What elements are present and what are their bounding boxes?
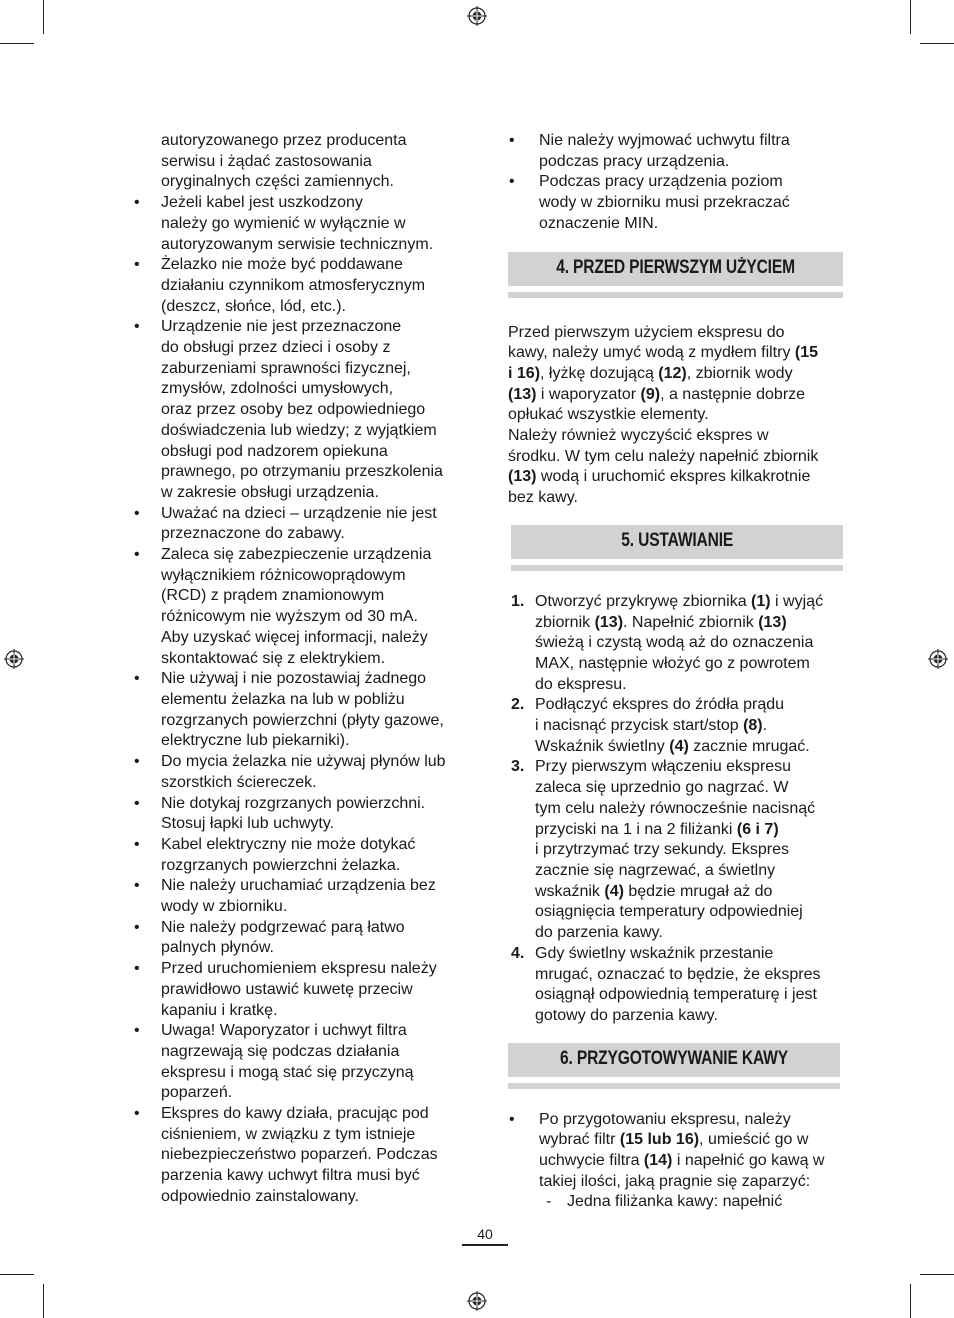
text-line (535, 985, 843, 1006)
text-line: działaniu czynnikom atmosferycznym (161, 276, 426, 294)
registration-mark-icon (467, 1291, 487, 1311)
numbered-step (508, 944, 843, 1027)
text-segment: mrugać, oznaczać to będzie, że ekspres (535, 965, 821, 983)
bold-reference: (1) (751, 592, 771, 610)
section-heading-4 (508, 252, 843, 298)
crop-mark (920, 43, 954, 44)
text-line: • Uwaga! Waporyzator i uchwyt filtra (161, 1022, 407, 1040)
text-segment: . (762, 717, 768, 735)
text-line (535, 882, 843, 903)
text-segment: tym celu należy równocześnie nacisnąć (535, 799, 816, 817)
text-line (508, 343, 843, 364)
text-segment: , umieścić go w (699, 1131, 809, 1149)
bold-reference: (13) (508, 385, 537, 403)
text-line (508, 488, 843, 509)
text-segment: do ekspresu. (535, 675, 627, 693)
text-segment: Podłączyć ekspres do źródła prądu (535, 696, 785, 714)
text-line: rozgrzanych powierzchni żelazka. (161, 856, 401, 874)
step-number: 4. (511, 944, 525, 962)
text-line: wyłącznikiem różnicowoprądowym (161, 566, 406, 584)
text-line: należy go wymienić w wyłącznie w (161, 214, 406, 232)
text-segment: uchwycie filtra (539, 1152, 644, 1170)
text-line: • Uważać na dzieci – urządzenie nie jest (161, 504, 437, 522)
right-column (508, 131, 843, 1213)
list-item (133, 669, 473, 752)
text-line: w zakresie obsługi urządzenia. (161, 483, 379, 501)
list-item (133, 504, 473, 545)
text-line (508, 323, 843, 344)
text-line (535, 778, 843, 799)
text-line: do obsługi przez dzieci i osoby z (161, 339, 391, 357)
list-item (133, 876, 473, 917)
section-title: 4. PRZED PIERWSZYM UŻYCIEM (556, 257, 795, 279)
numbered-step (508, 757, 843, 943)
text-line (508, 364, 843, 385)
bold-reference: (12) (658, 364, 687, 382)
text-line (535, 965, 843, 986)
safety-bullet-list (133, 193, 473, 1207)
text-segment: zbiornik (535, 613, 595, 631)
bold-reference: (15 lub 16) (619, 1131, 700, 1149)
text-segment: , a następnie dobrze (660, 385, 806, 403)
page-number-rule (462, 1244, 508, 1246)
text-segment: gotowy do parzenia kawy. (535, 1006, 718, 1024)
text-line: • Nie dotykaj rozgrzanych powierzchni. (161, 794, 426, 812)
text-line: wody w zbiorniku musi przekraczać (539, 194, 790, 212)
text-segment: MAX, następnie włożyć go z powrotem (535, 654, 810, 672)
text-line: oznaczenie MIN. (539, 214, 659, 232)
text-segment: świeżą i czystą wodą aż do oznaczenia (535, 634, 814, 652)
numbered-step (508, 695, 843, 757)
text-line: zmysłów, zdolności umysłowych, (161, 380, 394, 398)
crop-mark (910, 0, 911, 34)
text-line (535, 820, 843, 841)
text-segment: Otworzyć przykrywę zbiornika (535, 592, 752, 610)
text-segment: wskaźnik (535, 882, 605, 900)
crop-mark (920, 1274, 954, 1275)
text-line (535, 944, 843, 965)
text-segment: i waporyzator (536, 385, 641, 403)
text-line (535, 840, 843, 861)
text-segment: Przed pierwszym użyciem ekspresu do (508, 323, 785, 341)
text-line: poparzeń. (161, 1084, 233, 1102)
text-line (535, 757, 843, 778)
text-line (535, 923, 843, 944)
text-segment: do parzenia kawy. (535, 924, 663, 942)
registration-mark-icon (4, 649, 24, 669)
text-line: kapaniu i kratkę. (161, 1001, 278, 1019)
bold-reference: i 16) (508, 364, 541, 382)
list-item (133, 835, 473, 876)
text-line: • Żelazko nie może być poddawane (161, 256, 403, 274)
text-segment: , łyżkę dozującą (540, 364, 659, 382)
text-line: (deszcz, słońce, lód, etc.). (161, 297, 346, 315)
text-segment: bez kawy. (508, 489, 578, 507)
text-line: elektryczne lub piekarniki). (161, 732, 350, 750)
list-item (133, 193, 473, 255)
text-line: parzenia kawy uchwyt filtra musi być (161, 1167, 420, 1185)
text-line: autoryzowanego przez producenta (161, 132, 407, 149)
step-number: 2. (511, 696, 525, 714)
top-bullet-list (508, 131, 843, 235)
text-line (508, 405, 843, 426)
crop-mark (0, 1274, 34, 1275)
list-item (133, 1104, 473, 1208)
text-line: palnych płynów. (161, 939, 274, 957)
text-segment: osiągnięcia temperatury odpowiedniej (535, 903, 803, 921)
text-segment: kawy, należy umyć wodą z mydłem filtry (508, 344, 795, 362)
text-line (508, 426, 843, 447)
registration-mark-icon (928, 649, 948, 669)
text-segment: Wskaźnik świetlny (535, 737, 670, 755)
text-line: różnicowym nie wyższym od 30 mA. (161, 608, 418, 626)
text-segment: osiągnął odpowiednią temperaturę i jest (535, 986, 817, 1004)
list-item (133, 1021, 473, 1104)
text-line (508, 385, 843, 406)
text-line: • Podczas pracy urządzenia poziom (539, 173, 783, 191)
bold-reference: (4) (604, 882, 624, 900)
sub-item (508, 1192, 843, 1213)
text-line: przeznaczone do zabawy. (161, 525, 345, 543)
text-line: • Kabel elektryczny nie może dotykać (161, 835, 416, 853)
text-line (539, 1172, 843, 1193)
text-segment: zacznie mrugać. (688, 737, 810, 755)
text-line: • Nie używaj i nie pozostawiaj żadnego (161, 670, 427, 688)
text-segment: Po przygotowaniu ekspresu, należy (539, 1110, 791, 1128)
section-title: 6. PRZYGOTOWYWANIE KAWY (560, 1048, 788, 1070)
list-item (133, 317, 473, 503)
text-line (539, 1110, 843, 1131)
text-line (535, 902, 843, 923)
step-number: 3. (511, 758, 525, 776)
section4-paragraph (508, 323, 843, 509)
sub-item-text: Jedna filiżanka kawy: napełnić (567, 1193, 783, 1211)
text-segment: Należy również wyczyścić ekspres w (508, 427, 769, 445)
bold-reference: (13) (594, 613, 624, 631)
list-item (133, 545, 473, 669)
section-heading-6 (508, 1043, 840, 1089)
step-number: 1. (511, 592, 525, 610)
registration-mark-icon (467, 6, 487, 26)
text-line: elementu żelazka na lub w pobliżu (161, 690, 405, 708)
bold-reference: (9) (640, 385, 661, 403)
text-line (535, 613, 843, 634)
list-item (133, 255, 473, 317)
text-segment: i nacisnąć przycisk start/stop (535, 717, 744, 735)
bold-reference: (14) (643, 1152, 673, 1170)
text-line: • Nie należy uruchamiać urządzenia bez (161, 877, 436, 895)
text-line: • Ekspres do kawy działa, pracując pod (161, 1105, 429, 1123)
bold-reference: (15 (794, 344, 819, 362)
text-line: niebezpieczeństwo poparzeń. Podczas (161, 1146, 438, 1164)
text-line: prawidłowo ustawić kuwetę przeciw (161, 980, 413, 998)
text-line (535, 675, 843, 696)
text-line: obsługi pod nadzorem opiekuna (161, 442, 388, 460)
crop-mark (910, 1284, 911, 1318)
section-title: 5. USTAWIANIE (621, 530, 733, 552)
coffee-prep-bullet (508, 1110, 843, 1193)
text-line: zaburzeniami sprawności fizycznej, (161, 359, 411, 377)
text-line: serwisu i żądać zastosowania (161, 152, 372, 170)
crop-mark (43, 0, 44, 34)
crop-mark (43, 1284, 44, 1318)
continuation-text (133, 131, 473, 193)
bold-reference: (13) (508, 468, 537, 486)
text-segment: . Napełnić zbiornik (623, 613, 759, 631)
text-line: nagrzewają się podczas działania (161, 1042, 400, 1060)
numbered-step (508, 592, 843, 696)
bold-reference: (6 i 7) (736, 820, 779, 838)
text-segment: Gdy świetlny wskaźnik przestanie (535, 944, 774, 962)
text-line: • Urządzenie nie jest przeznaczone (161, 318, 402, 336)
text-line: rozgrzanych powierzchni (płyty gazowe, (161, 711, 444, 729)
section-heading-5 (511, 525, 843, 571)
text-line (535, 861, 843, 882)
list-item (133, 752, 473, 793)
text-line: ciśnieniem, w związku z tym istnieje (161, 1125, 416, 1143)
text-segment: i wyjąć (770, 592, 824, 610)
list-item (508, 172, 843, 234)
text-line: • Nie należy podgrzewać parą łatwo (161, 918, 405, 936)
text-line: • Do mycia żelazka nie używaj płynów lub (161, 753, 446, 771)
text-segment: zacznie się nagrzewać, a świetlny (535, 861, 776, 879)
text-segment: i przytrzymać trzy sekundy. Ekspres (535, 841, 789, 859)
text-line: Stosuj łapki lub uchwyty. (161, 815, 335, 833)
text-segment: , zbiornik wody (686, 364, 793, 382)
text-line (535, 737, 843, 758)
text-line: oryginalnych części zamiennych. (161, 173, 394, 191)
text-line: • Nie należy wyjmować uchwytu filtra (539, 132, 790, 149)
text-segment: takiej ilości, jaką pragnie się zaparzyć: (539, 1172, 811, 1190)
text-line (535, 695, 843, 716)
text-line: szorstkich ściereczek. (161, 773, 317, 791)
text-line: odpowiednio zainstalowany. (161, 1187, 360, 1205)
text-line: • Przed uruchomieniem ekspresu należy (161, 960, 437, 978)
text-segment: będzie mrugał aż do (623, 882, 773, 900)
text-segment: i napełnić go kawą w (672, 1152, 825, 1170)
text-line: wody w zbiorniku. (161, 898, 288, 916)
bold-reference: (13) (758, 613, 787, 631)
text-line (539, 1130, 843, 1151)
text-line (535, 633, 843, 654)
text-line (535, 592, 843, 613)
text-segment: zaleca się uprzednio go nagrzać. W (535, 779, 789, 797)
left-column (133, 131, 473, 1208)
text-line (508, 447, 843, 468)
text-segment: wybrać filtr (539, 1131, 620, 1149)
text-segment: opłukać wszystkie elementy. (508, 406, 709, 424)
text-line: ekspresu i mogą stać się przyczyną (161, 1063, 414, 1081)
text-line (539, 1151, 843, 1172)
text-line: doświadczenia lub wiedzy; z wyjątkiem (161, 421, 437, 439)
bold-reference: (4) (669, 737, 689, 755)
text-segment: przyciski na 1 i na 2 filiżanki (535, 820, 737, 838)
list-item (133, 918, 473, 959)
text-line (508, 467, 843, 488)
bold-reference: (8) (743, 717, 763, 735)
text-line: • Zaleca się zabezpieczenie urządzenia (161, 546, 432, 564)
list-item (133, 794, 473, 835)
text-segment: Przy pierwszym włączeniu ekspresu (535, 758, 792, 776)
list-item (133, 959, 473, 1021)
setup-steps-list (508, 592, 843, 1027)
text-line (535, 1006, 843, 1027)
text-line (535, 716, 843, 737)
text-segment: środku. W tym celu należy napełnić zbiornik (508, 447, 819, 465)
text-line (535, 654, 843, 675)
text-line: oraz przez osoby bez odpowiedniego (161, 401, 426, 419)
text-line (535, 799, 843, 820)
crop-mark (0, 43, 34, 44)
text-line: skontaktować się z elektrykiem. (161, 649, 386, 667)
text-line: podczas pracy urządzenia. (539, 152, 730, 170)
text-line: • Jeżeli kabel jest uszkodzony (161, 194, 363, 212)
text-line: (RCD) z prądem znamionowym (161, 587, 385, 605)
page-number: 40 (477, 1226, 493, 1242)
text-segment: wodą i uruchomić ekspres kilkakrotnie (536, 468, 811, 486)
text-line: Aby uzyskać więcej informacji, należy (161, 628, 428, 646)
dash-marker: - (546, 1193, 552, 1211)
text-line: autoryzowanym serwisie technicznym. (161, 235, 434, 253)
text-line: prawnego, po otrzymaniu przeszkolenia (161, 463, 443, 481)
list-item (508, 131, 843, 172)
